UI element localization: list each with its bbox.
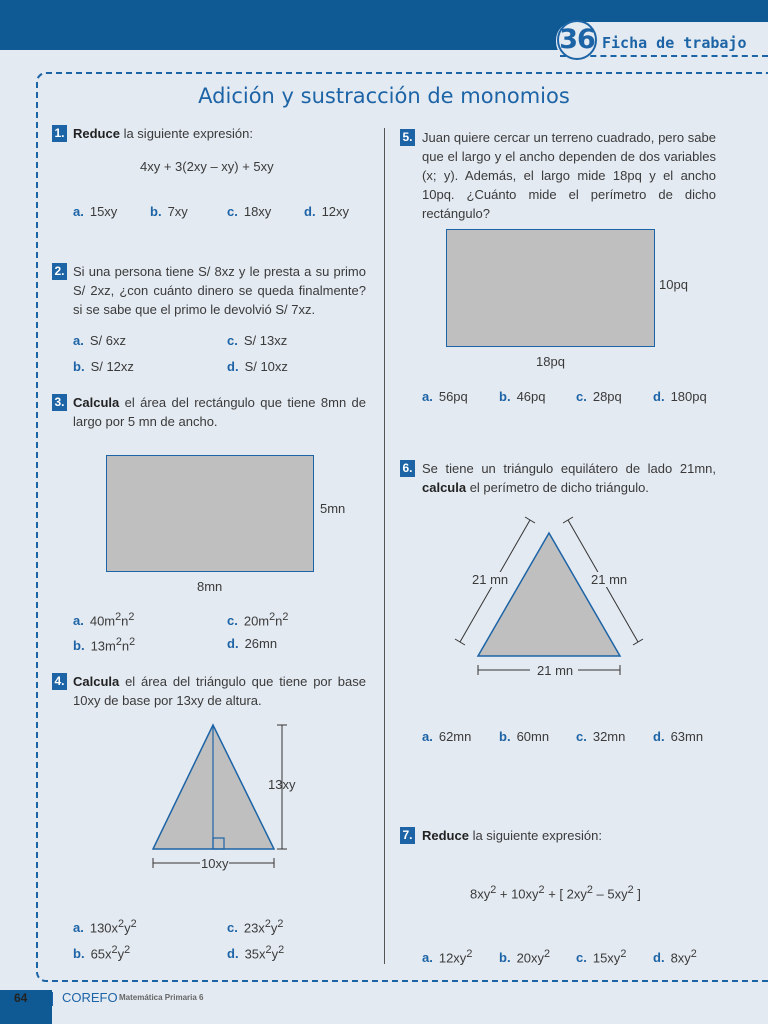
question-5-text: Juan quiere cercar un terreno cuadrado, pero sabe que el largo y el ancho dependen de dos variables (x; y). Además, el largo mide 18pq y el ancho 10pq. ¿Cuánto mide el perímetro de dicho rectángulo? bbox=[422, 130, 716, 221]
question-number-5: 5. bbox=[400, 129, 415, 146]
question-3-verb: Calcula bbox=[73, 395, 120, 410]
equilateral-triangle-figure-q6 bbox=[450, 512, 650, 682]
question-7-prompt bbox=[422, 826, 602, 845]
question-6-option-a[interactable]: a. 62mn bbox=[422, 729, 472, 744]
triangle-q6-left-label: 21 mn bbox=[472, 572, 509, 587]
question-3-text: el área del rectángulo que tiene 8mn de largo por 5 mn de ancho. bbox=[73, 395, 366, 429]
question-2-text: Si una persona tiene S/ 8xz y le presta a su primo S/ 2xz, ¿con cuánto dinero se queda finalmente? si se sabe que el primo le devolvió S/ 7xz. bbox=[73, 264, 366, 317]
worksheet-label: Ficha de trabajo bbox=[602, 34, 747, 52]
question-6-text-2: el perímetro de dicho triángulo. bbox=[466, 480, 649, 495]
rectangle-q5-width-label: 18pq bbox=[536, 354, 565, 369]
question-number-2: 2. bbox=[52, 263, 67, 280]
question-4-option-d[interactable]: d. $35x^2y^2$ bbox=[227, 944, 285, 962]
question-7-option-b[interactable]: b. $20xy^2$ bbox=[499, 948, 551, 966]
question-number-4: 4. bbox=[52, 673, 67, 690]
question-number-7: 7. bbox=[400, 827, 415, 844]
question-5-option-b[interactable]: b. 46pq bbox=[499, 389, 546, 404]
rectangle-q3-height-label: 5mn bbox=[320, 501, 346, 516]
question-3-option-b[interactable]: b. $13m^2n^2$ bbox=[73, 636, 136, 654]
equilateral-triangle-shape bbox=[478, 533, 620, 656]
column-divider bbox=[384, 128, 385, 964]
question-7-option-d[interactable]: d. $8xy^2$ bbox=[653, 948, 697, 966]
rectangle-q5-height-label: 10pq bbox=[659, 277, 688, 292]
question-4-text: el área del triángulo que tiene por base 10xy de base por 13xy de altura. bbox=[73, 674, 366, 708]
worksheet-number-badge: 36 bbox=[557, 20, 597, 60]
triangle-q6-right-label: 21 mn bbox=[591, 572, 628, 587]
rectangle-figure-q3 bbox=[106, 455, 314, 572]
question-4-prompt bbox=[73, 672, 366, 710]
question-1-expression: 4xy + 3(2xy – xy) + 5xy bbox=[140, 159, 274, 174]
publisher-brand: COREFO bbox=[62, 990, 118, 1005]
question-4-verb: Calcula bbox=[73, 674, 120, 689]
question-1-option-a[interactable]: a. 15xy bbox=[73, 204, 118, 219]
triangle-figure-q4 bbox=[140, 715, 300, 875]
question-6-text-1: Se tiene un triángulo equilátero de lado 21mn, bbox=[422, 461, 716, 476]
question-5-option-c[interactable]: c. 28pq bbox=[576, 389, 622, 404]
question-2-option-d[interactable]: d. S/ 10xz bbox=[227, 359, 288, 374]
question-7-option-c[interactable]: c. $15xy^2$ bbox=[576, 948, 627, 966]
footer-separator bbox=[52, 992, 53, 1006]
question-1-verb: Reduce bbox=[73, 126, 120, 141]
question-3-option-c[interactable]: c. $20m^2n^2$ bbox=[227, 611, 289, 629]
question-1-option-c[interactable]: c. 18xy bbox=[227, 204, 272, 219]
question-number-6: 6. bbox=[400, 460, 415, 477]
question-2-option-a[interactable]: a. S/ 6xz bbox=[73, 333, 126, 348]
question-4-option-c[interactable]: c. $23x^2y^2$ bbox=[227, 918, 284, 936]
question-number-3: 3. bbox=[52, 394, 67, 411]
question-1-prompt bbox=[73, 124, 253, 143]
question-5-option-d[interactable]: d. 180pq bbox=[653, 389, 707, 404]
question-3-option-d[interactable]: d. 26mn bbox=[227, 636, 278, 651]
rectangle-figure-q5 bbox=[446, 229, 655, 347]
question-2-option-b[interactable]: b. S/ 12xz bbox=[73, 359, 134, 374]
triangle-q6-base-label: 21 mn bbox=[537, 663, 574, 678]
page-title: Adición y sustracción de monomios bbox=[198, 84, 570, 108]
question-6-option-b[interactable]: b. 60mn bbox=[499, 729, 550, 744]
question-1-option-b[interactable]: b. 7xy bbox=[150, 204, 188, 219]
triangle-q4-height-label: 13xy bbox=[268, 777, 296, 792]
question-6-verb: calcula bbox=[422, 480, 467, 495]
question-6-option-c[interactable]: c. 32mn bbox=[576, 729, 626, 744]
question-6-prompt bbox=[422, 459, 716, 497]
question-1-option-d[interactable]: d. 12xy bbox=[304, 204, 350, 219]
question-6-option-d[interactable]: d. 63mn bbox=[653, 729, 704, 744]
question-1-text: la siguiente expresión: bbox=[119, 126, 253, 141]
book-subtitle: Matemática Primaria 6 bbox=[119, 993, 204, 1002]
question-2-option-c[interactable]: c. S/ 13xz bbox=[227, 333, 288, 348]
question-7-option-a[interactable]: a. $12xy^2$ bbox=[422, 948, 473, 966]
question-3-prompt bbox=[73, 393, 366, 431]
question-7-verb: Reduce bbox=[422, 828, 469, 843]
question-4-option-b[interactable]: b. $65x^2y^2$ bbox=[73, 944, 131, 962]
triangle-q4-base-label: 10xy bbox=[201, 856, 229, 871]
rectangle-q3-width-label: 8mn bbox=[197, 579, 223, 594]
question-3-option-a[interactable]: a. $40m^2n^2$ bbox=[73, 611, 135, 629]
question-number-1: 1. bbox=[52, 125, 67, 142]
question-7-text: la siguiente expresión: bbox=[468, 828, 602, 843]
question-7-expression: $8xy^2 + 10xy^2$ + [ $2xy^2 - 5xy^2$ ] bbox=[470, 884, 641, 902]
question-4-option-a[interactable]: a. $130x^2y^2$ bbox=[73, 918, 137, 936]
page-number: 64 bbox=[14, 991, 28, 1005]
question-5-option-a[interactable]: a. 56pq bbox=[422, 389, 468, 404]
